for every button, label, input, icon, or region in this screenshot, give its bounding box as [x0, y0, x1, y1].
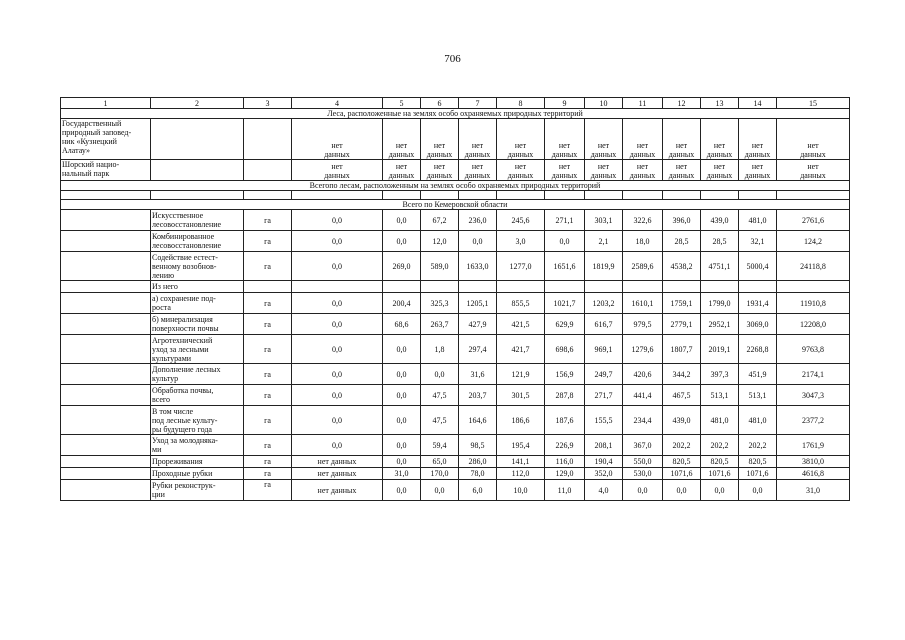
empty-cell	[244, 160, 292, 181]
value-cell: 0,0	[383, 210, 421, 231]
value-cell	[459, 281, 497, 293]
value-cell: 0,0	[292, 314, 383, 335]
territory-name: Государственный природный заповед- ник «Кузнецкий Алатау»	[61, 119, 151, 160]
value-cell: 2952,1	[701, 314, 739, 335]
no-data-cell: нет данных	[459, 160, 497, 181]
value-cell: 420,6	[623, 364, 663, 385]
value-cell: 59,4	[421, 435, 459, 456]
column-number-cell: 8	[497, 98, 545, 109]
empty-cell	[244, 119, 292, 160]
value-cell: 1277,0	[497, 252, 545, 281]
value-cell: 12208,0	[777, 314, 850, 335]
value-cell: 441,4	[623, 385, 663, 406]
value-cell	[421, 281, 459, 293]
row-label: Проходные рубки	[151, 468, 244, 480]
row-label: Прореживания	[151, 456, 244, 468]
value-cell	[585, 281, 623, 293]
value-cell: 287,8	[545, 385, 585, 406]
value-cell: 0,0	[383, 435, 421, 456]
value-cell: 1761,9	[777, 435, 850, 456]
empty-cell	[61, 468, 151, 480]
value-cell: 1,8	[421, 335, 459, 364]
value-cell: 164,6	[459, 406, 497, 435]
value-cell: 303,1	[585, 210, 623, 231]
row-label: Обработка почвы, всего	[151, 385, 244, 406]
row-label: а) сохранение под- роста	[151, 293, 244, 314]
value-cell: 979,5	[623, 314, 663, 335]
value-cell: 0,0	[739, 480, 777, 501]
row-label: Уход за молодняка- ми	[151, 435, 244, 456]
value-cell: 0,0	[701, 480, 739, 501]
value-cell: 439,0	[663, 406, 701, 435]
value-cell	[545, 281, 585, 293]
column-number-cell: 2	[151, 98, 244, 109]
value-cell: 234,4	[623, 406, 663, 435]
table-row	[61, 456, 850, 468]
value-cell: 98,5	[459, 435, 497, 456]
value-cell: 2377,2	[777, 406, 850, 435]
column-number-cell: 10	[585, 98, 623, 109]
value-cell	[497, 281, 545, 293]
value-cell: 195,4	[497, 435, 545, 456]
empty-cell	[61, 480, 151, 501]
table-row	[61, 364, 850, 385]
value-cell: 245,6	[497, 210, 545, 231]
empty-cell	[383, 191, 421, 200]
unit-cell: га	[244, 468, 292, 480]
value-cell: 550,0	[623, 456, 663, 468]
table-row	[61, 468, 850, 480]
table-row	[61, 252, 850, 281]
no-data-cell: нет данных	[623, 160, 663, 181]
no-data-cell: нет данных	[292, 119, 383, 160]
empty-cell	[61, 314, 151, 335]
value-cell: 31,6	[459, 364, 497, 385]
table-row	[61, 480, 850, 501]
empty-cell	[777, 191, 850, 200]
no-data-cell: нет данных	[383, 160, 421, 181]
table-row	[61, 385, 850, 406]
value-cell: 0,0	[383, 335, 421, 364]
row-label: Из него	[151, 281, 244, 293]
value-cell: 65,0	[421, 456, 459, 468]
value-cell: 0,0	[383, 364, 421, 385]
value-cell: 820,5	[701, 456, 739, 468]
value-cell: 0,0	[383, 480, 421, 501]
column-number-cell: 11	[623, 98, 663, 109]
value-cell: 67,2	[421, 210, 459, 231]
empty-cell	[244, 191, 292, 200]
empty-cell	[585, 191, 623, 200]
no-data-cell: нет данных	[421, 119, 459, 160]
value-cell: 47,5	[421, 406, 459, 435]
value-cell: 2589,6	[623, 252, 663, 281]
value-cell: 1759,1	[663, 293, 701, 314]
empty-cell	[61, 364, 151, 385]
territory-row	[61, 160, 850, 181]
empty-cell	[292, 191, 383, 200]
value-cell: 68,6	[383, 314, 421, 335]
value-cell	[623, 281, 663, 293]
value-cell: 0,0	[421, 480, 459, 501]
column-number-cell: 13	[701, 98, 739, 109]
unit-cell	[244, 281, 292, 293]
value-cell: 121,9	[497, 364, 545, 385]
empty-cell	[421, 191, 459, 200]
value-cell: 2761,6	[777, 210, 850, 231]
value-cell: 31,0	[383, 468, 421, 480]
value-cell: нет данных	[292, 456, 383, 468]
value-cell: 187,6	[545, 406, 585, 435]
value-cell: 1205,1	[459, 293, 497, 314]
value-cell: 28,5	[663, 231, 701, 252]
no-data-cell: нет данных	[701, 119, 739, 160]
value-cell: 820,5	[739, 456, 777, 468]
empty-cell	[61, 281, 151, 293]
no-data-cell: нет данных	[739, 160, 777, 181]
no-data-cell: нет данных	[739, 119, 777, 160]
empty-cell	[151, 119, 244, 160]
value-cell	[701, 281, 739, 293]
value-cell: 186,6	[497, 406, 545, 435]
no-data-cell: нет данных	[663, 119, 701, 160]
value-cell: 190,4	[585, 456, 623, 468]
value-cell: 286,0	[459, 456, 497, 468]
table-row	[61, 435, 850, 456]
value-cell: 467,5	[663, 385, 701, 406]
row-label: Дополнение лесных культур	[151, 364, 244, 385]
empty-cell	[663, 191, 701, 200]
value-cell: 271,1	[545, 210, 585, 231]
column-number-cell: 4	[292, 98, 383, 109]
value-cell: 322,6	[623, 210, 663, 231]
value-cell: 1279,6	[623, 335, 663, 364]
no-data-cell: нет данных	[292, 160, 383, 181]
table-row	[61, 406, 850, 435]
value-cell: 0,0	[292, 406, 383, 435]
value-cell: 202,2	[739, 435, 777, 456]
value-cell: 396,0	[663, 210, 701, 231]
value-cell: 249,7	[585, 364, 623, 385]
value-cell: 0,0	[292, 385, 383, 406]
value-cell: 116,0	[545, 456, 585, 468]
column-number-cell: 6	[421, 98, 459, 109]
section-title: Леса, расположенные на землях особо охраняемых природных территорий	[61, 109, 850, 119]
value-cell: 301,5	[497, 385, 545, 406]
empty-cell	[497, 191, 545, 200]
value-cell: 0,0	[292, 435, 383, 456]
value-cell: 3810,0	[777, 456, 850, 468]
column-number-row	[61, 98, 850, 109]
value-cell: 451,9	[739, 364, 777, 385]
value-cell: нет данных	[292, 480, 383, 501]
no-data-cell: нет данных	[585, 119, 623, 160]
empty-cell	[61, 293, 151, 314]
value-cell: 170,0	[421, 468, 459, 480]
value-cell: 4616,8	[777, 468, 850, 480]
value-cell: 1610,1	[623, 293, 663, 314]
value-cell: 263,7	[421, 314, 459, 335]
table-row	[61, 293, 850, 314]
value-cell: 481,0	[739, 406, 777, 435]
section-row	[61, 109, 850, 119]
value-cell: 352,0	[585, 468, 623, 480]
row-label: Искусственное лесовосстановление	[151, 210, 244, 231]
column-number-cell: 12	[663, 98, 701, 109]
value-cell: 200,4	[383, 293, 421, 314]
value-cell: 31,0	[777, 480, 850, 501]
column-number-cell: 9	[545, 98, 585, 109]
section-row	[61, 200, 850, 210]
value-cell: 1633,0	[459, 252, 497, 281]
empty-cell	[623, 191, 663, 200]
row-label: б) минерализация поверхности почвы	[151, 314, 244, 335]
value-cell: 271,7	[585, 385, 623, 406]
value-cell: 0,0	[292, 293, 383, 314]
empty-cell	[61, 252, 151, 281]
value-cell: 0,0	[292, 335, 383, 364]
no-data-cell: нет данных	[383, 119, 421, 160]
value-cell: 32,1	[739, 231, 777, 252]
value-cell: 297,4	[459, 335, 497, 364]
no-data-cell: нет данных	[497, 160, 545, 181]
value-cell: 4,0	[585, 480, 623, 501]
section-title: Всегопо лесам, расположенным на землях особо охраняемых природных территорий	[61, 181, 850, 191]
no-data-cell: нет данных	[663, 160, 701, 181]
no-data-cell: нет данных	[545, 119, 585, 160]
value-cell: 616,7	[585, 314, 623, 335]
value-cell: 0,0	[292, 364, 383, 385]
value-cell: 3047,3	[777, 385, 850, 406]
value-cell: 5000,4	[739, 252, 777, 281]
unit-cell: га	[244, 385, 292, 406]
value-cell: 2268,8	[739, 335, 777, 364]
unit-cell: га	[244, 293, 292, 314]
value-cell: 141,1	[497, 456, 545, 468]
empty-cell	[151, 160, 244, 181]
value-cell: 2779,1	[663, 314, 701, 335]
value-cell: 1931,4	[739, 293, 777, 314]
value-cell: 421,7	[497, 335, 545, 364]
empty-cell	[61, 456, 151, 468]
no-data-cell: нет данных	[701, 160, 739, 181]
value-cell: 1651,6	[545, 252, 585, 281]
unit-cell: га	[244, 252, 292, 281]
value-cell	[663, 281, 701, 293]
table-row	[61, 335, 850, 364]
value-cell: 0,0	[383, 231, 421, 252]
value-cell: 0,0	[292, 252, 383, 281]
value-cell: 2174,1	[777, 364, 850, 385]
value-cell: 202,2	[663, 435, 701, 456]
value-cell: 47,5	[421, 385, 459, 406]
row-label: Рубки реконструк- ции	[151, 480, 244, 501]
value-cell: 18,0	[623, 231, 663, 252]
section-title: Всего по Кемеровской области	[61, 200, 850, 210]
value-cell: 698,6	[545, 335, 585, 364]
value-cell: 0,0	[383, 385, 421, 406]
value-cell: 1071,6	[739, 468, 777, 480]
value-cell: 439,0	[701, 210, 739, 231]
value-cell: 513,1	[701, 385, 739, 406]
empty-cell	[61, 231, 151, 252]
empty-cell	[739, 191, 777, 200]
value-cell: 208,1	[585, 435, 623, 456]
value-cell: 1807,7	[663, 335, 701, 364]
table-row	[61, 281, 850, 293]
value-cell: 397,3	[701, 364, 739, 385]
unit-cell: га	[244, 435, 292, 456]
value-cell: 513,1	[739, 385, 777, 406]
table-row	[61, 231, 850, 252]
forest-table	[60, 97, 850, 501]
value-cell: 6,0	[459, 480, 497, 501]
value-cell: 325,3	[421, 293, 459, 314]
no-data-cell: нет данных	[777, 119, 850, 160]
value-cell	[383, 281, 421, 293]
table-row	[61, 210, 850, 231]
value-cell: 855,5	[497, 293, 545, 314]
unit-cell: га	[244, 314, 292, 335]
value-cell: 0,0	[292, 210, 383, 231]
value-cell: 3069,0	[739, 314, 777, 335]
value-cell: 203,7	[459, 385, 497, 406]
value-cell: 0,0	[292, 231, 383, 252]
unit-cell: га	[244, 406, 292, 435]
empty-cell	[61, 191, 151, 200]
column-number-cell: 15	[777, 98, 850, 109]
unit-cell: га	[244, 231, 292, 252]
territory-row	[61, 119, 850, 160]
value-cell: 1203,2	[585, 293, 623, 314]
no-data-cell: нет данных	[545, 160, 585, 181]
no-data-cell: нет данных	[497, 119, 545, 160]
value-cell: 269,0	[383, 252, 421, 281]
value-cell: 11,0	[545, 480, 585, 501]
value-cell: 4538,2	[663, 252, 701, 281]
value-cell: 156,9	[545, 364, 585, 385]
blank-row	[61, 191, 850, 200]
value-cell: 12,0	[421, 231, 459, 252]
value-cell: 629,9	[545, 314, 585, 335]
page-number: 706	[444, 53, 461, 65]
value-cell: 344,2	[663, 364, 701, 385]
table-row	[61, 314, 850, 335]
empty-cell	[151, 191, 244, 200]
unit-cell: га	[244, 456, 292, 468]
column-number-cell: 7	[459, 98, 497, 109]
value-cell	[777, 281, 850, 293]
value-cell: 2,1	[585, 231, 623, 252]
value-cell: 124,2	[777, 231, 850, 252]
row-label: Содействие естест- венному возобнов- лению	[151, 252, 244, 281]
value-cell: 129,0	[545, 468, 585, 480]
value-cell: 226,9	[545, 435, 585, 456]
no-data-cell: нет данных	[623, 119, 663, 160]
unit-cell: га	[244, 364, 292, 385]
value-cell: 202,2	[701, 435, 739, 456]
column-number-cell: 3	[244, 98, 292, 109]
value-cell: нет данных	[292, 468, 383, 480]
value-cell: 1071,6	[701, 468, 739, 480]
empty-cell	[61, 210, 151, 231]
value-cell: 24118,8	[777, 252, 850, 281]
row-label: Агротехнический уход за лесными культурами	[151, 335, 244, 364]
value-cell: 10,0	[497, 480, 545, 501]
value-cell: 11910,8	[777, 293, 850, 314]
value-cell: 4751,1	[701, 252, 739, 281]
row-label: В том числе под лесные культу- ры будущего года	[151, 406, 244, 435]
unit-cell: га	[244, 335, 292, 364]
empty-cell	[61, 335, 151, 364]
column-number-cell: 14	[739, 98, 777, 109]
value-cell	[739, 281, 777, 293]
value-cell: 530,0	[623, 468, 663, 480]
value-cell: 28,5	[701, 231, 739, 252]
value-cell: 481,0	[701, 406, 739, 435]
column-number-cell: 1	[61, 98, 151, 109]
value-cell: 427,9	[459, 314, 497, 335]
empty-cell	[545, 191, 585, 200]
value-cell: 155,5	[585, 406, 623, 435]
value-cell: 78,0	[459, 468, 497, 480]
value-cell: 0,0	[459, 231, 497, 252]
value-cell: 2019,1	[701, 335, 739, 364]
value-cell: 9763,8	[777, 335, 850, 364]
value-cell: 481,0	[739, 210, 777, 231]
value-cell: 589,0	[421, 252, 459, 281]
row-label: Комбинированное лесовосстановление	[151, 231, 244, 252]
value-cell: 3,0	[497, 231, 545, 252]
value-cell: 0,0	[383, 456, 421, 468]
unit-cell: га	[244, 480, 292, 501]
value-cell: 421,5	[497, 314, 545, 335]
territory-name: Шорский нацио- нальный парк	[61, 160, 151, 181]
value-cell: 0,0	[623, 480, 663, 501]
empty-cell	[61, 385, 151, 406]
value-cell: 820,5	[663, 456, 701, 468]
section-row	[61, 181, 850, 191]
empty-cell	[459, 191, 497, 200]
empty-cell	[61, 406, 151, 435]
value-cell	[292, 281, 383, 293]
no-data-cell: нет данных	[777, 160, 850, 181]
value-cell: 0,0	[545, 231, 585, 252]
column-number-cell: 5	[383, 98, 421, 109]
no-data-cell: нет данных	[585, 160, 623, 181]
value-cell: 236,0	[459, 210, 497, 231]
no-data-cell: нет данных	[459, 119, 497, 160]
no-data-cell: нет данных	[421, 160, 459, 181]
value-cell: 0,0	[663, 480, 701, 501]
unit-cell: га	[244, 210, 292, 231]
value-cell: 1799,0	[701, 293, 739, 314]
value-cell: 1071,6	[663, 468, 701, 480]
value-cell: 1021,7	[545, 293, 585, 314]
empty-cell	[61, 435, 151, 456]
value-cell: 367,0	[623, 435, 663, 456]
value-cell: 969,1	[585, 335, 623, 364]
value-cell: 112,0	[497, 468, 545, 480]
value-cell: 0,0	[421, 364, 459, 385]
value-cell: 0,0	[383, 406, 421, 435]
value-cell: 1819,9	[585, 252, 623, 281]
empty-cell	[701, 191, 739, 200]
